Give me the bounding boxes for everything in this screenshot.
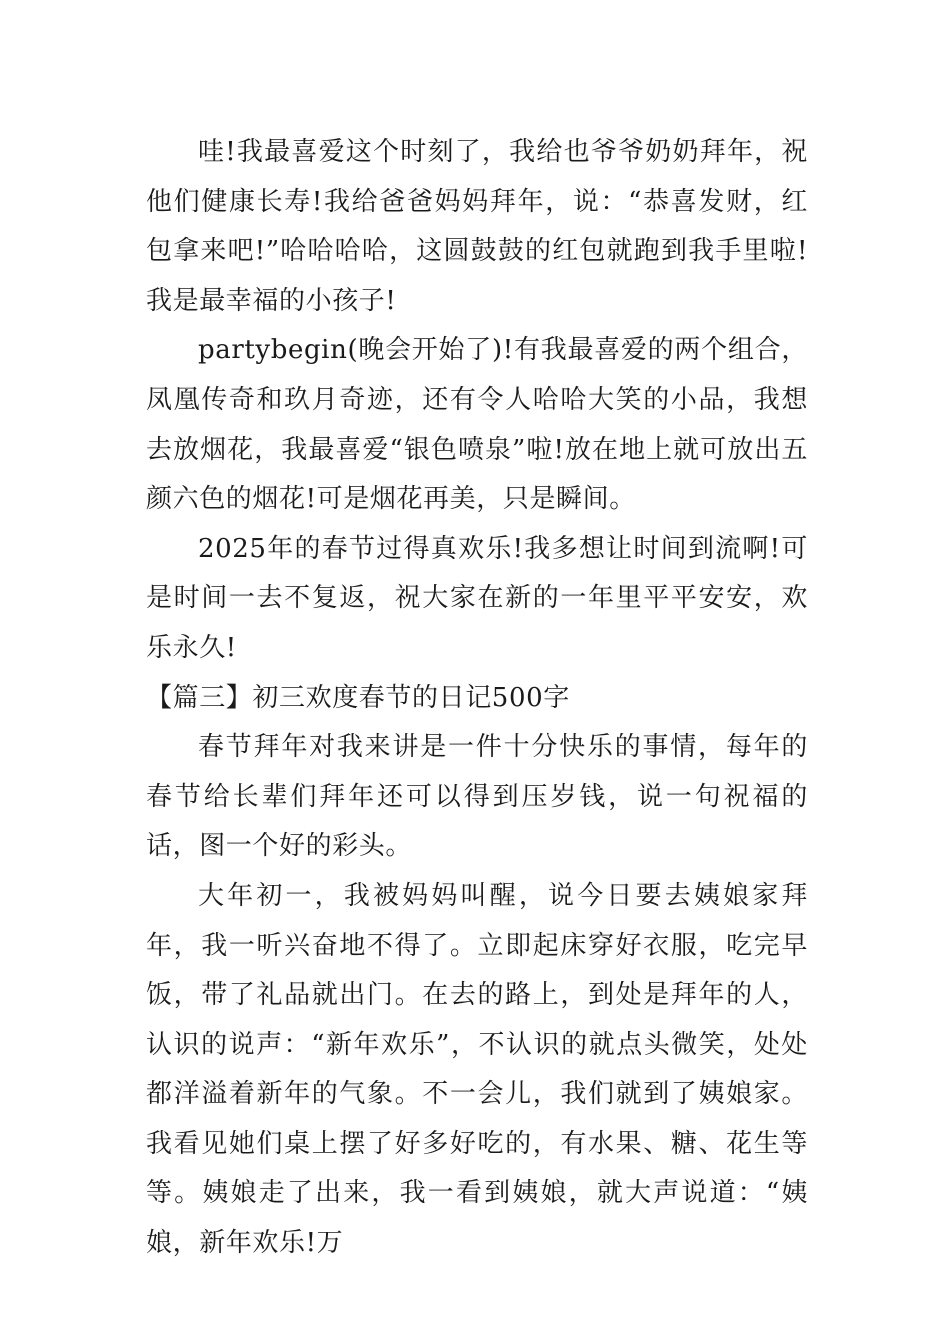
paragraph-spring-festival-2025: 2025年的春节过得真欢乐!我多想让时间到流啊!可是时间一去不复返，祝大家在新的一年里平平安安，欢乐永久! (146, 533, 808, 663)
paragraph-first-day: 大年初一，我被妈妈叫醒，说今日要去姨娘家拜年，我一听兴奋地不得了。立即起床穿好衣服，吃完早饭，带了礼品就出门。在去的路上，到处是拜年的人，认识的说声：“新年欢乐”，不认识的就点头微笑，处处都洋溢着新年的气象。不一会儿，我们就到了姨娘家。我看见她们桌上摆了好多好吃的，有水果、糖、花生等等。姨娘走了出来，我一看到姨娘，就大声说道：“姨娘，新年欢乐!万 (146, 880, 808, 1259)
paragraph-party-begin: partybegin(晚会开始了)!有我最喜爱的两个组合，凤凰传奇和玖月奇迹，还有令人哈哈大笑的小品，我想去放烟花，我最喜爱“银色喷泉”啦!放在地上就可放出五颜六色的烟花!可是烟花再美，只是瞬间。 (146, 335, 808, 515)
document-body (146, 128, 808, 1269)
paragraph-new-year-visits: 春节拜年对我来讲是一件十分快乐的事情，每年的春节给长辈们拜年还可以得到压岁钱，说一句祝福的话，图一个好的彩头。 (146, 732, 808, 862)
section-heading: 【篇三】初三欢度春节的日记500字 (146, 682, 570, 713)
paragraph-new-year-greetings: 哇!我最喜爱这个时刻了，我给也爷爷奶奶拜年，祝他们健康长寿!我给爸爸妈妈拜年，说：“恭喜发财，红包拿来吧!”哈哈哈哈，这圆鼓鼓的红包就跑到我手里啦!我是最幸福的小孩子! (146, 137, 808, 316)
